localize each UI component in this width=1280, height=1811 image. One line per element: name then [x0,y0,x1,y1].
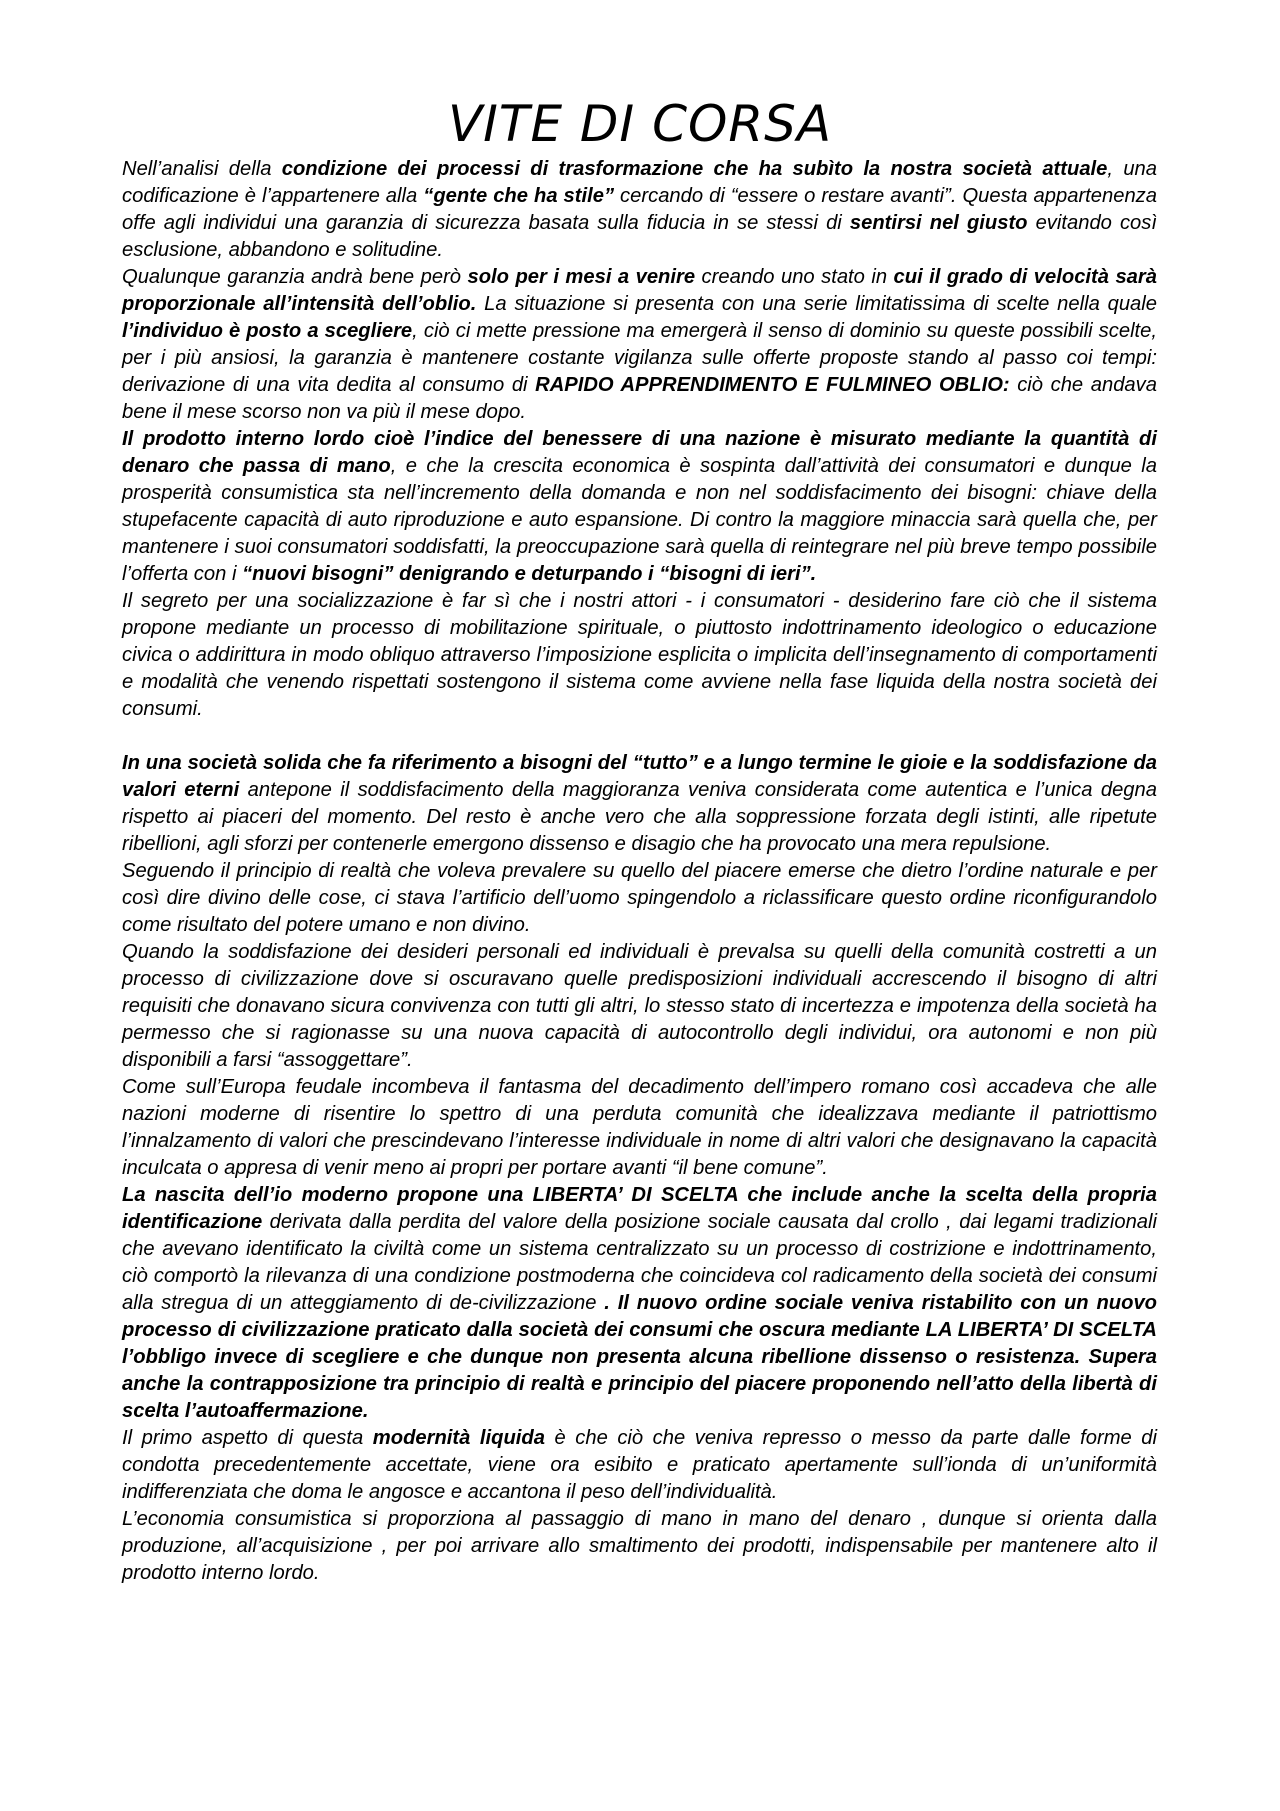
text-run: L’economia consumistica si proporziona al passaggio di mano in mano del denaro , dunque si orienta dalla produzione, all’acquisizione , per poi arrivare allo smaltimento dei prodotti, indispensabile per mantenere alto il prodotto interno lordo. [122,1508,1157,1584]
text-run: La situazione si presenta con una serie limitatissima di scelte nella quale [476,293,1157,315]
bold-text: cui il grado di velocità sarà proporzionale all’intensità dell’oblio. [122,266,1157,315]
bold-text: . Il nuovo ordine sociale veniva ristabilito con un nuovo processo di civilizzazione praticato dalla società dei consumi che oscura mediante LA LIBERTA’ DI SCELTA l’obbligo invece di scegliere e che dunque non presenta alcuna ribellione dissenso o resistenza. Supera anche la contrapposizione tra principio di realtà e principio del piacere proponendo nell’atto della libertà di scelta l’autoaffermazione. [122,1292,1157,1422]
bold-text: l’individuo è posto a scegliere [122,320,413,342]
bold-text: “nuovi bisogni” denigrando e deturpando i “bisogni di ieri”. [242,563,817,585]
text-run: Nell’analisi della [122,158,282,180]
paragraph [122,426,1157,588]
paragraph [122,1425,1157,1506]
bold-text: condizione dei processi di trasformazione che ha subìto la nostra società attuale [281,158,1108,180]
text-run: derivata dalla perdita del valore della posizione sociale causata dal crollo , dai legami tradizionali che avevano identificato la civiltà come un sistema centralizzato su un processo di costrizione e indottrinamento, ciò comportò la rilevanza di una condizione postmoderna che coincideva col radicamento della società dei consumi alla stregua di un atteggiamento di de-civilizzazione [122,1211,1157,1314]
bold-text: Il prodotto interno lordo cioè l’indice del benessere di una nazione è misurato mediante la quantità di denaro che passa di mano [122,428,1157,477]
text-run: Quando la soddisfazione dei desideri personali ed individuali è prevalsa su quelli della comunità costretti a un processo di civilizzazione dove si oscuravano quelle predisposizioni individuali accrescendo il bisogno di altri requisiti che donavano sicura convivenza con tutti gli altri, lo stesso stato di incertezza e impotenza della società ha permesso che si ragionasse su una nuova capacità di autocontrollo degli individui, ora autonomi e non più disponibili a farsi “assoggettare”. [122,941,1157,1071]
paragraph [122,1506,1157,1587]
text-run: antepone il soddisfacimento della maggioranza veniva considerata come autentica e l’unica degna rispetto ai piaceri del momento. Del resto è anche vero che alla soppressione forzata degli istinti, alle ripetute ribellioni, agli sforzi per contenerle emergono dissenso e disagio che ha provocato una mera repulsione. [122,779,1157,855]
text-run: Qualunque garanzia andrà bene però [122,266,468,288]
paragraph [122,1182,1157,1425]
text-run: cercando di “essere o restare avanti”. Questa appartenenza offe agli individui una garanzia di sicurezza basata sulla fiducia in se stessi di [122,185,1158,234]
bold-text: modernità liquida [372,1427,545,1449]
bold-text: “gente che ha stile” [423,185,615,207]
bold-text: solo per i mesi a venire [467,266,696,288]
page-title: VITE DI CORSA [447,95,833,153]
text-run: Il segreto per una socializzazione è far sì che i nostri attori - i consumatori - desiderino fare ciò che il sistema propone mediante un processo di mobilitazione spirituale, o piuttosto indottrinamento ideologico o educazione civica o addirittura in modo obliquo attraverso l’imposizione esplicita o implicita dell’insegnamento di comportamenti e modalità che venendo rispettati sostengono il sistema come avviene nella fase liquida della nostra società dei consumi. [122,590,1157,720]
text-run: Come sull’Europa feudale incombeva il fantasma del decadimento dell’impero romano così accadeva che alle nazioni moderne di risentire lo spettro di una perduta comunità che idealizzava mediante il patriottismo l’innalzamento di valori che prescindevano l’interesse individuale in nome di altri valori che designavano la capacità inculcata o appresa di venir meno ai propri per portare avanti “il bene comune”. [122,1076,1157,1179]
bold-text: RAPIDO APPRENDIMENTO E FULMINEO OBLIO: [535,374,1010,396]
document-body [122,156,1157,1587]
bold-text: In una società solida che fa riferimento a bisogni del “tutto” e a lungo termine le gioie e la soddisfazione da valori eterni [122,752,1157,801]
text-run: creando uno stato in [695,266,894,288]
text-run: , e che la crescita economica è sospinta dall’attività dei consumatori e dunque la prosperità consumistica sta nell’incremento della domanda e non nel soddisfacimento dei bisogni: chiave della stupefacente capacità di auto riproduzione e auto espansione. Di contro la maggiore minaccia sarà quella che, per mantenere i suoi consumatori soddisfatti, la preoccupazione sarà quella di reintegrare nel più breve tempo possibile l’offerta con i [122,455,1158,585]
text-run: Seguendo il principio di realtà che voleva prevalere su quello del piacere emerse che dietro l’ordine naturale e per così dire divino delle cose, ci stava l’artificio dell’uomo spingendolo a riclassificare questo ordine riconfigurandolo come risultato del potere umano e non divino. [122,860,1157,936]
paragraph [122,939,1157,1074]
text-run: Il primo aspetto di questa [122,1427,373,1449]
text-run: , ciò ci mette pressione ma emergerà il senso di dominio su queste possibili scelte, per i più ansiosi, la garanzia è mantenere costante vigilanza sulle offerte proposte stando al passo coi tempi: derivazione di una vita dedita al consumo di [122,320,1157,396]
text-run: , una codificazione è l’appartenere alla [122,158,1157,207]
text-run: è che ciò che veniva represso o messo da parte dalle forme di condotta precedentemente accettate, viene ora esibito e praticato apertamente sull’ionda di un’uniformità indifferenziata che doma le angosce e accantona il peso dell’individualità. [122,1427,1157,1503]
paragraph [122,264,1157,426]
paragraph [122,1074,1157,1182]
paragraph [122,156,1157,264]
paragraph-gap [122,723,1157,750]
text-run: evitando così esclusione, abbandono e solitudine. [122,212,1157,261]
paragraph [122,858,1157,939]
text-run: ciò che andava bene il mese scorso non va più il mese dopo. [122,374,1157,423]
paragraph [122,750,1157,858]
bold-text: sentirsi nel giusto [849,212,1028,234]
paragraph [122,588,1157,723]
bold-text: La nascita dell’io moderno propone una LIBERTA’ DI SCELTA che include anche la scelta della propria identificazione [122,1184,1157,1233]
